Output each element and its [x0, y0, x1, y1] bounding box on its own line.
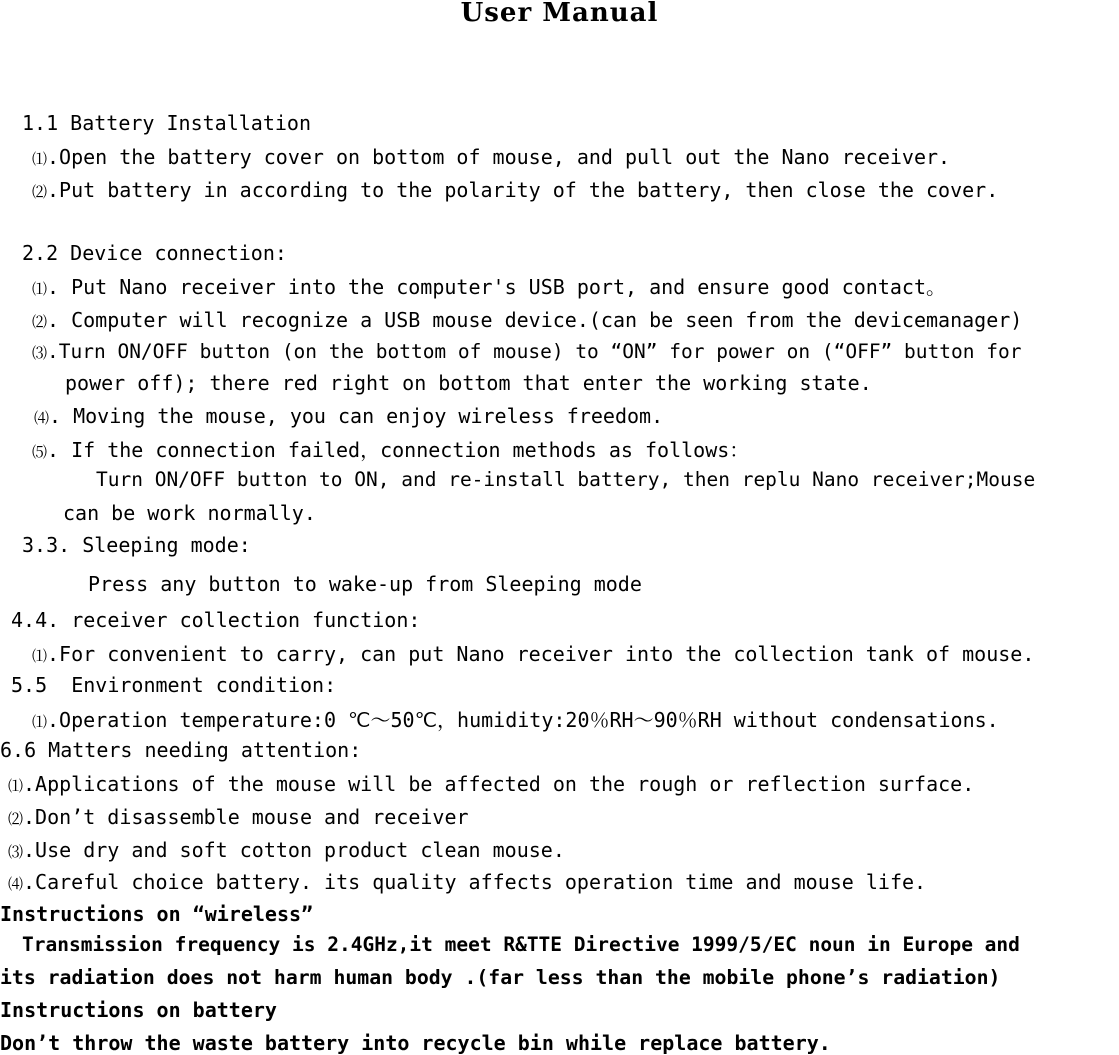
list-item-text: .Applications of the mouse will be affected on the rough or reflection surface. — [23, 772, 975, 796]
section-environment-heading: 5.5 Environment condition: — [11, 673, 337, 697]
list-marker: ⑶ — [8, 843, 24, 861]
list-item — [32, 643, 1034, 667]
battery-notice-text: Don’t throw the waste battery into recycle bin while replace battery. — [0, 1031, 831, 1055]
list-item — [8, 839, 565, 863]
list-item-continuation: can be work normally. — [63, 501, 316, 525]
section-battery-heading: 1.1 Battery Installation — [22, 111, 311, 135]
list-item-text: .Operation temperature:0 ℃～50℃，humidity:20％RH～90％RH without condensations. — [47, 708, 999, 732]
list-marker: ⑴ — [32, 280, 48, 298]
list-item-text: .For convenient to carry, can put Nano receiver into the collection tank of mouse. — [47, 642, 1035, 666]
list-item-text: .Use dry and soft cotton product clean mouse. — [23, 838, 565, 862]
list-item-continuation: power off); there red right on bottom that enter the working state. — [65, 371, 872, 395]
list-item-text: . Moving the mouse, you can enjoy wireless freedom. — [49, 404, 664, 428]
list-item-text: . Put Nano receiver into the computer's USB port, and ensure good contact。 — [47, 275, 947, 299]
wireless-text-line-1: Transmission frequency is 2.4GHz,it meet R&TTE Directive 1999/5/EC noun in Europe and — [22, 933, 1020, 956]
list-item — [32, 341, 1021, 364]
list-item-continuation: Turn ON/OFF button to ON, and re-install battery, then replu Nano receiver;Mouse — [96, 468, 1036, 491]
list-item — [8, 871, 926, 895]
list-item-text: .Turn ON/OFF button (on the bottom of mouse) to “ON” for power on (“OFF” button for — [47, 340, 1022, 363]
page-title: User Manual — [460, 0, 659, 28]
list-marker: ⑴ — [32, 150, 48, 168]
list-marker: ⑵ — [8, 810, 24, 828]
section-matters-heading: 6.6 Matters needing attention: — [0, 738, 362, 762]
list-item — [8, 773, 974, 797]
list-marker: ⑷ — [34, 409, 50, 427]
list-marker: ⑴ — [8, 777, 24, 795]
section-sleeping-heading: 3.3. Sleeping mode: — [22, 533, 251, 557]
wireless-text-line-2: its radiation does not harm human body .(far less than the mobile phone’s radiation) — [0, 966, 1001, 989]
list-marker: ⑵ — [32, 313, 48, 331]
section-sleeping-text: Press any button to wake-up from Sleeping mode — [88, 572, 642, 596]
list-item — [32, 709, 999, 733]
section-device-heading: 2.2 Device connection: — [22, 241, 287, 265]
list-item-text: .Put battery in according to the polarity of the battery, then close the cover. — [47, 178, 999, 202]
list-item — [32, 179, 998, 203]
battery-notice-heading: Instructions on battery — [0, 998, 277, 1022]
list-item-text: .Don’t disassemble mouse and receiver — [23, 805, 469, 829]
list-item — [32, 276, 946, 300]
list-item — [32, 146, 950, 170]
list-item-text: . If the connection failed，connection methods as follows： — [47, 438, 750, 462]
list-item — [34, 405, 663, 429]
list-marker: ⑴ — [32, 647, 48, 665]
list-item-text: .Open the battery cover on bottom of mouse, and pull out the Nano receiver. — [47, 145, 951, 169]
list-item — [32, 309, 1022, 333]
list-marker: ⑶ — [32, 344, 48, 362]
list-marker: ⑷ — [8, 875, 24, 893]
list-item-text: .Careful choice battery. its quality affects operation time and mouse life. — [23, 870, 927, 894]
section-receiver-heading: 4.4. receiver collection function: — [11, 608, 421, 632]
list-item-text: . Computer will recognize a USB mouse device.(can be seen from the devicemanager) — [47, 308, 1023, 332]
list-marker: ⑴ — [32, 713, 48, 731]
list-item — [8, 806, 469, 830]
wireless-heading: Instructions on “wireless” — [0, 902, 314, 926]
list-marker: ⑸ — [32, 443, 48, 461]
list-item — [32, 439, 749, 463]
list-marker: ⑵ — [32, 183, 48, 201]
